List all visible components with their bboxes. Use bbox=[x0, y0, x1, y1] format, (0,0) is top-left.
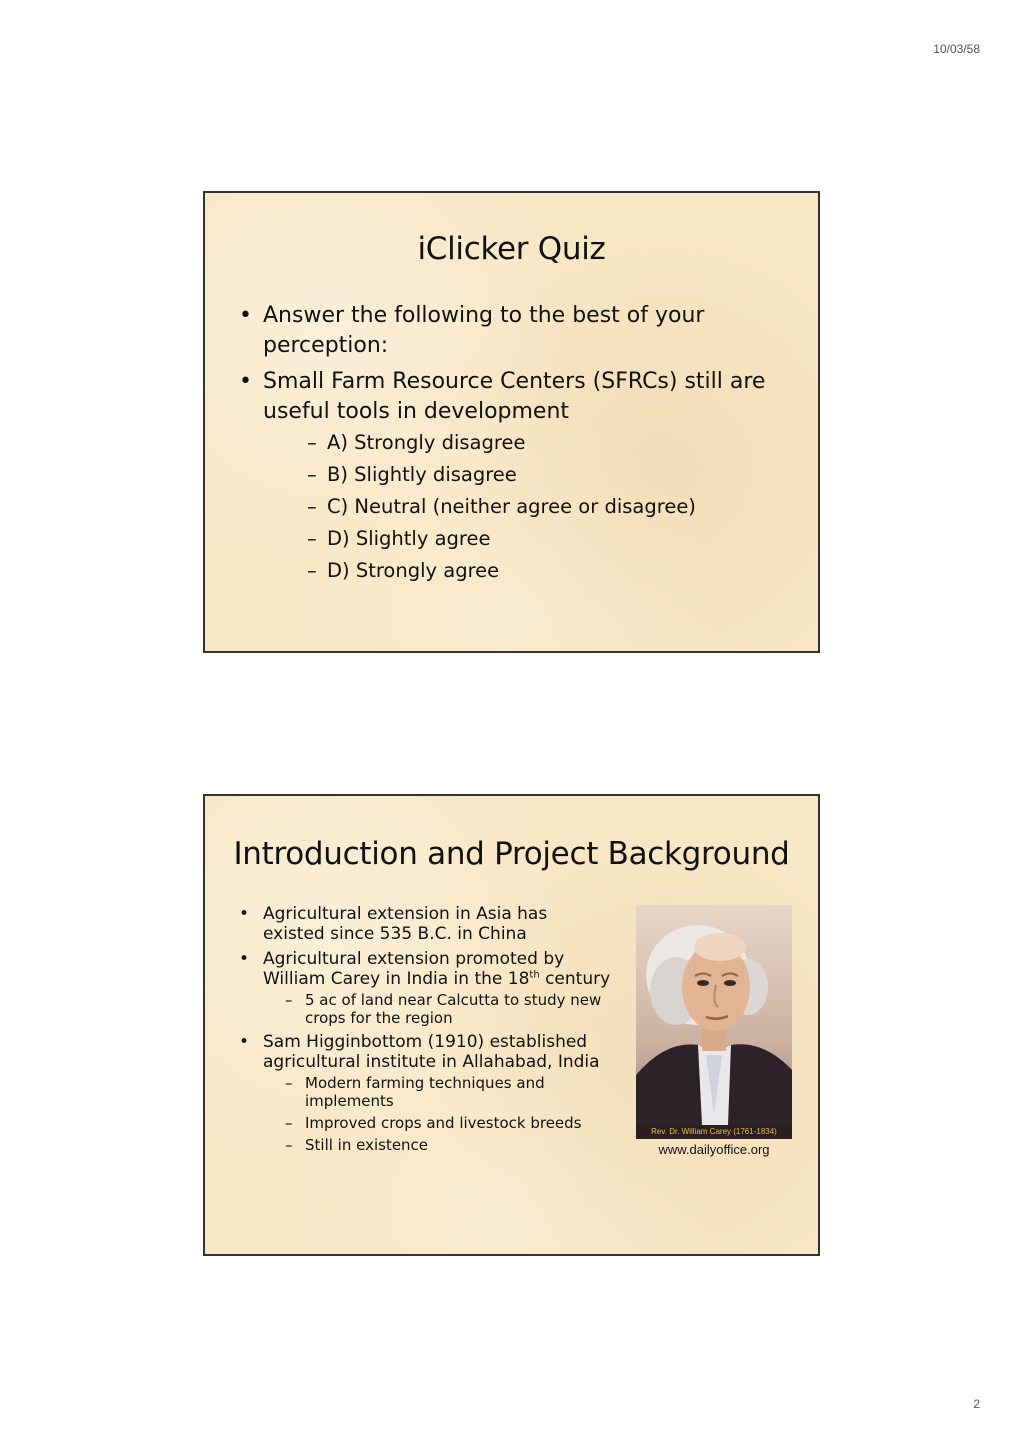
answer-option-e: – D) Strongly agree bbox=[303, 555, 779, 587]
slide-title: iClicker Quiz bbox=[417, 231, 606, 267]
sub-item: – Improved crops and livestock breeds bbox=[281, 1114, 611, 1132]
bullet-text: Small Farm Resource Centers (SFRCs) still are useful tools in development bbox=[263, 369, 766, 424]
bullet-text: Agricultural extension promoted by William Carey in India in the 18 bbox=[263, 949, 565, 989]
superscript: th bbox=[529, 969, 540, 981]
slide-introduction bbox=[203, 794, 820, 1256]
bullet-item bbox=[239, 367, 779, 587]
bullet-item bbox=[239, 301, 779, 361]
answer-options bbox=[303, 427, 779, 587]
sub-list bbox=[281, 1074, 611, 1154]
portrait-illustration bbox=[636, 905, 792, 1139]
bullet-item bbox=[239, 1032, 611, 1154]
sub-item: – Still in existence bbox=[281, 1136, 611, 1154]
bullet-list bbox=[239, 301, 779, 593]
bullet-item bbox=[239, 904, 611, 944]
bullet-item bbox=[239, 949, 611, 1027]
portrait-image bbox=[636, 905, 792, 1139]
bullet-text: Agricultural extension in Asia has existed since 535 B.C. in China bbox=[263, 904, 548, 944]
bullet-text: Sam Higginbottom (1910) established agricultural institute in Allahabad, India bbox=[263, 1032, 600, 1072]
sub-item: – 5 ac of land near Calcutta to study new crops for the region bbox=[281, 991, 611, 1027]
answer-option-c: – C) Neutral (neither agree or disagree) bbox=[303, 491, 779, 523]
page-number: 2 bbox=[973, 1397, 980, 1411]
image-credit: www.dailyoffice.org bbox=[658, 1142, 770, 1157]
page-date: 10/03/58 bbox=[933, 42, 980, 56]
bullet-text-continued: century bbox=[539, 969, 611, 989]
bullet-text: Answer the following to the best of your perception: bbox=[263, 303, 705, 358]
answer-option-d: – D) Slightly agree bbox=[303, 523, 779, 555]
slide-iclicker-quiz bbox=[203, 191, 820, 653]
answer-option-a: – A) Strongly disagree bbox=[303, 427, 779, 459]
bullet-list bbox=[239, 904, 611, 1159]
portrait-caption: Rev. Dr. William Carey (1761-1834) bbox=[636, 1125, 792, 1139]
answer-option-b: – B) Slightly disagree bbox=[303, 459, 779, 491]
sub-item: – Modern farming techniques and implements bbox=[281, 1074, 611, 1110]
sub-list bbox=[281, 991, 611, 1027]
slide-title: Introduction and Project Background bbox=[233, 836, 790, 872]
